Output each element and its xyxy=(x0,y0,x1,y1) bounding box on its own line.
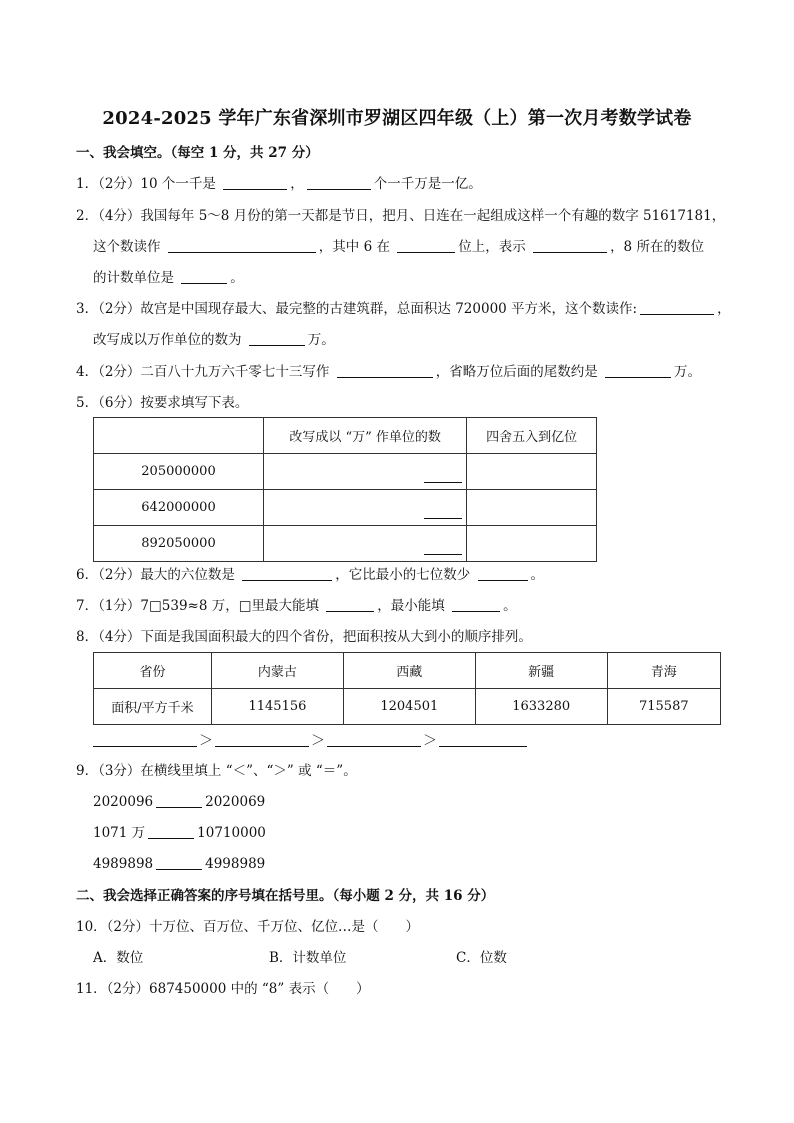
q8-order-line xyxy=(93,730,527,750)
table-header-cell: 四舍五入到亿位 xyxy=(467,418,597,454)
answer-blank[interactable] xyxy=(249,331,305,346)
question-8: 8．（4分）下面是我国面积最大的四个省份，把面积按从大到小的顺序排列。 xyxy=(76,629,532,645)
table-header-cell xyxy=(94,418,264,454)
option-c[interactable]: C．位数 xyxy=(456,950,507,966)
question-2-line-3 xyxy=(93,268,244,288)
q1-text-c: 个一千万是一亿。 xyxy=(373,176,482,192)
answer-blank[interactable] xyxy=(327,732,421,747)
question-6 xyxy=(76,565,544,585)
greater-than-sign: ＞ xyxy=(311,733,325,749)
table-row xyxy=(94,454,597,490)
answer-blank[interactable] xyxy=(181,269,227,284)
q5-table xyxy=(93,417,597,562)
table-header-cell: 青海 xyxy=(607,653,720,689)
answer-blank[interactable] xyxy=(452,597,500,612)
table-cell: 1633280 xyxy=(475,689,607,725)
answer-blank[interactable] xyxy=(93,732,197,747)
answer-blank[interactable] xyxy=(533,238,607,253)
table-row xyxy=(94,490,597,526)
table-row xyxy=(94,689,721,725)
answer-blank[interactable] xyxy=(424,554,462,555)
question-4 xyxy=(76,362,701,382)
table-cell: 面积/平方千米 xyxy=(94,689,212,725)
q8-table xyxy=(93,652,721,725)
section-1-heading: 一、我会填空。（每空 1 分，共 27 分） xyxy=(76,145,319,161)
answer-blank[interactable] xyxy=(148,824,194,839)
table-header-cell: 西藏 xyxy=(343,653,475,689)
greater-than-sign: ＞ xyxy=(423,733,437,749)
q3-text-b: ， xyxy=(717,301,731,317)
question-7 xyxy=(76,596,517,616)
answer-blank[interactable] xyxy=(215,732,309,747)
question-11: 11．（2分）687450000 中的 “8” 表示（ ） xyxy=(76,981,370,997)
q9-left: 2020096 xyxy=(93,794,154,810)
answer-blank[interactable] xyxy=(424,482,462,483)
q9-item xyxy=(93,854,265,874)
q6-text-c: 。 xyxy=(530,567,545,583)
answer-blank[interactable] xyxy=(168,238,316,253)
q9-left: 1071 万 xyxy=(93,825,146,841)
q9-right: 4998989 xyxy=(205,856,266,872)
table-cell-answer[interactable] xyxy=(467,526,597,562)
answer-blank[interactable] xyxy=(397,238,455,253)
q7-text-c: 。 xyxy=(503,598,517,614)
page-title: 2024-2025 学年广东省深圳市罗湖区四年级（上）第一次月考数学试卷 xyxy=(102,108,692,129)
table-cell-number: 642000000 xyxy=(94,490,264,526)
table-header-cell: 内蒙古 xyxy=(212,653,344,689)
section-2-heading: 二、我会选择正确答案的序号填在括号里。（每小题 2 分，共 16 分） xyxy=(76,888,495,904)
table-header-cell: 省份 xyxy=(94,653,212,689)
table-header-row xyxy=(94,653,721,689)
question-1 xyxy=(76,174,482,194)
q10-options xyxy=(93,948,507,968)
table-cell-answer[interactable] xyxy=(467,490,597,526)
q4-text-b: ，省略万位后面的尾数约是 xyxy=(435,364,598,380)
table-cell-answer[interactable] xyxy=(264,526,467,562)
answer-blank[interactable] xyxy=(640,300,714,315)
q2-text-e: 的计数单位是 xyxy=(93,270,174,286)
answer-blank[interactable] xyxy=(605,363,671,378)
q7-text-b: ，最小能填 xyxy=(377,598,445,614)
q3-text-d: 万。 xyxy=(307,332,335,348)
answer-blank[interactable] xyxy=(439,732,527,747)
q2-text-f: 。 xyxy=(230,270,244,286)
q9-left: 4989898 xyxy=(93,856,154,872)
table-cell-answer[interactable] xyxy=(467,454,597,490)
q2-text-d: ，8 所在的数位 xyxy=(610,239,704,255)
question-9: 9．（3分）在横线里填上 “＜”、“＞” 或 “＝”。 xyxy=(76,763,357,779)
answer-blank[interactable] xyxy=(156,793,202,808)
answer-blank[interactable] xyxy=(326,597,374,612)
table-header-row xyxy=(94,418,597,454)
q4-text-c: 万。 xyxy=(674,364,702,380)
question-3-line-1 xyxy=(76,299,731,319)
greater-than-sign: ＞ xyxy=(199,733,213,749)
answer-blank[interactable] xyxy=(307,175,371,190)
q2-text-a: 这个数读作 xyxy=(93,239,161,255)
answer-blank[interactable] xyxy=(337,363,433,378)
q2-text-c: 位上，表示 xyxy=(458,239,526,255)
table-cell: 1145156 xyxy=(212,689,344,725)
answer-blank[interactable] xyxy=(156,855,202,870)
table-cell-answer[interactable] xyxy=(264,490,467,526)
table-row xyxy=(94,526,597,562)
q7-text-a: 7．（1分）7□539≈8 万，□里最大能填 xyxy=(76,598,319,614)
q2-text-b: ，其中 6 在 xyxy=(318,239,390,255)
q6-text-b: ，它比最小的七位数少 xyxy=(335,567,471,583)
answer-blank[interactable] xyxy=(424,518,462,519)
q3-text-c: 改写成以万作单位的数为 xyxy=(93,332,242,348)
answer-blank[interactable] xyxy=(223,175,287,190)
table-cell: 715587 xyxy=(607,689,720,725)
answer-blank[interactable] xyxy=(242,566,332,581)
question-5: 5．（6分）按要求填写下表。 xyxy=(76,395,249,411)
q6-text-a: 6．（2分）最大的六位数是 xyxy=(76,567,235,583)
q1-text-b: ， xyxy=(290,176,304,192)
table-cell-answer[interactable] xyxy=(264,454,467,490)
option-a[interactable]: A．数位 xyxy=(93,950,144,966)
question-10: 10．（2分）十万位、百万位、千万位、亿位…是（ ） xyxy=(76,919,420,935)
table-header-cell: 改写成以 “万” 作单位的数 xyxy=(264,418,467,454)
table-cell-number: 205000000 xyxy=(94,454,264,490)
q9-item xyxy=(93,823,266,843)
q9-item xyxy=(93,792,265,812)
table-cell: 1204501 xyxy=(343,689,475,725)
q3-text-a: 3．（2分）故宫是中国现存最大、最完整的古建筑群，总面积达 720000 平方米，这个数读作: xyxy=(76,301,638,317)
question-2-line-1: 2．（4分）我国每年 5～8 月份的第一天都是节日，把月、日连在一起组成这样一个有趣的数字 51617181， xyxy=(76,208,726,224)
q9-right: 10710000 xyxy=(197,825,266,841)
question-2-line-2 xyxy=(93,237,704,257)
table-cell-number: 892050000 xyxy=(94,526,264,562)
q4-text-a: 4．（2分）二百八十九万六千零七十三写作 xyxy=(76,364,330,380)
question-3-line-2 xyxy=(93,330,335,350)
table-header-cell: 新疆 xyxy=(475,653,607,689)
q9-right: 2020069 xyxy=(205,794,266,810)
answer-blank[interactable] xyxy=(478,566,528,581)
option-b[interactable]: B．计数单位 xyxy=(269,950,347,966)
q1-text-a: 1．（2分）10 个一千是 xyxy=(76,176,216,192)
